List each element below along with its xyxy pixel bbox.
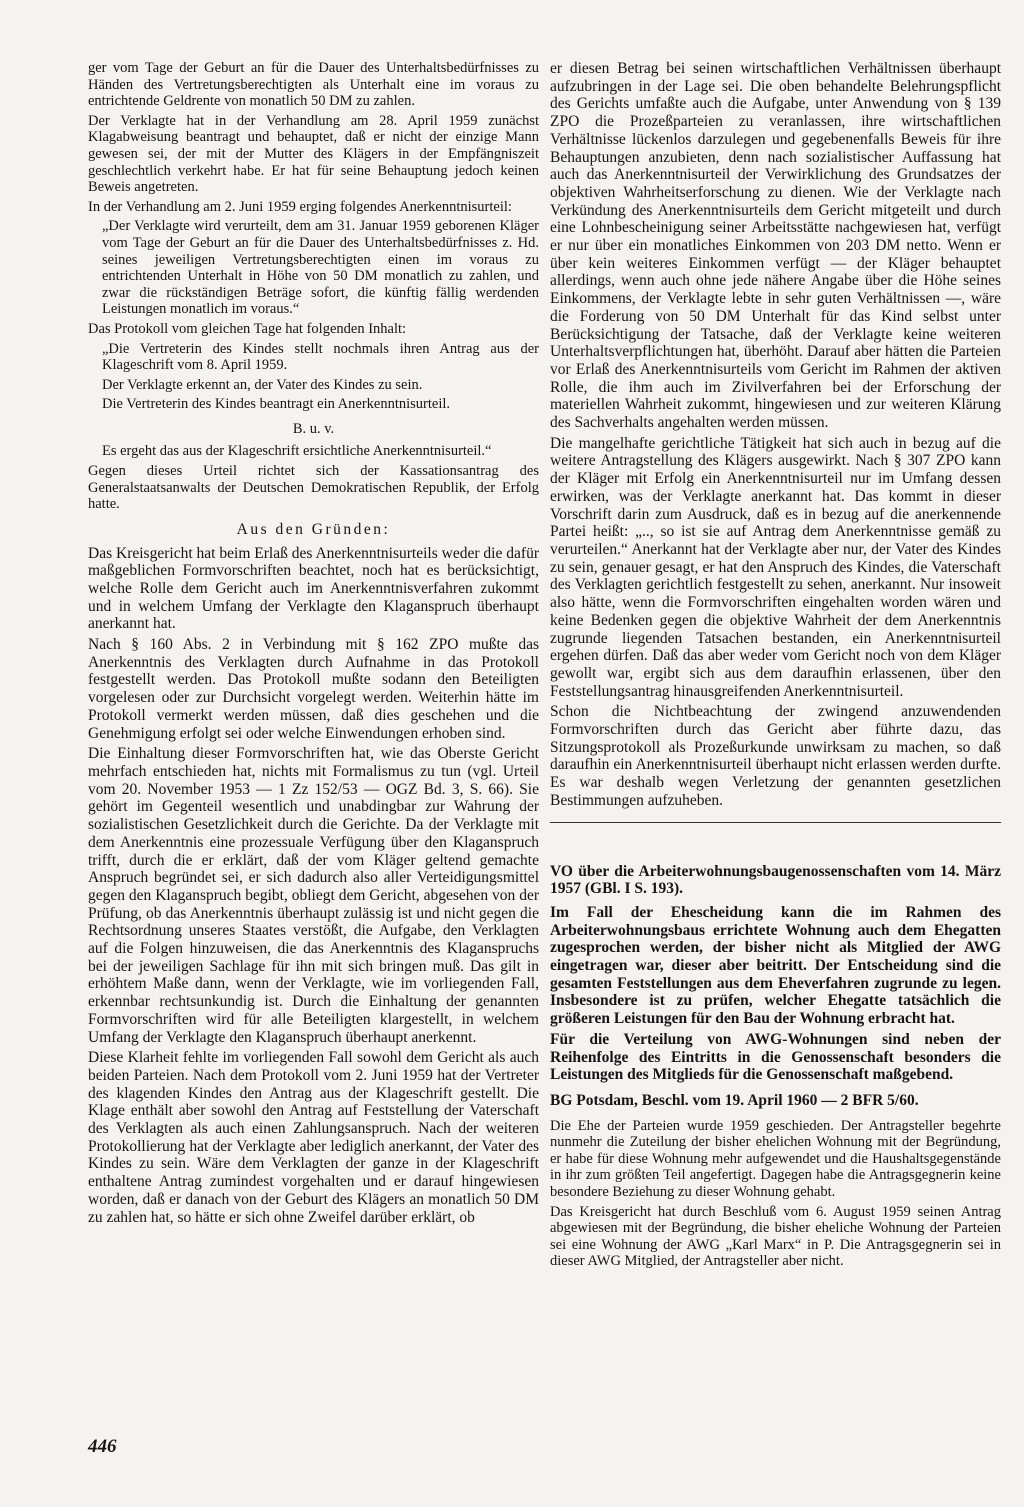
paragraph: er diesen Betrag bei seinen wirtschaftlichen Verhältnissen überhaupt aufzubringen in der Lage sei. Die oben behandelte Belehrungspflicht des Gerichts umfaßte auch die Aufgabe, unter Anwendung von § 139 ZPO die Prozeßparteien zu veranlassen, ihre wirtschaftlichen Verhältnisse lückenlos darzulegen und gegebenenfalls Beweis für ihre Behauptungen anzubieten, denn nach sozialistischer Auffassung hat auch das Anerkenntnisurteil der Verwirklichung des Grundsatzes der objektiven Wahrheitserforschung zu dienen. Wie der Verklagte nach Verkündung des Anerkenntnisurteils dem Gericht mitgeteilt und durch eine Lohnbescheinigung seiner Arbeitsstätte nachgewiesen hat, verfügt er nur über ein monatliches Einkommen von 203 DM netto. Wenn er über kein weiteres Einkommen verfügt — der Kläger behauptet allerdings, wenn auch ohne jede nähere Angabe über die Höhe seines Einkommens, der Verklagte lebte in sehr guten Verhältnissen —, wäre die Forderung von 50 DM Unterhalt für das Kind selbst unter Berücksichtigung der Tatsache, daß der Verklagte keine weiteren Unterhaltsverpflichtungen hat, überhöht. Darauf aber hätten die Parteien vor Erlaß des Anerkenntnisurteils vom Gericht im Rahmen der aktiven Rolle, die ihm auch im Zivilverfahren bei der Erforschung der materiellen Wahrheit zukommt, hingewiesen und zur weiteren Klärung des Sachverhalts angehalten werden müssen.	[550, 60, 1001, 432]
paragraph: In der Verhandlung am 2. Juni 1959 erging folgendes Anerkenntnisurteil:	[88, 198, 512, 215]
paragraph: Die Ehe der Parteien wurde 1959 geschieden. Der Antragsteller begehrte nunmehr die Zuteilung der bisher ehelichen Wohnung mit der Begründung, er habe für diese Wohnung mehr aufgewendet und die Haushaltsgegenstände in ihr zum größten Teil angefertigt. Dagegen habe die Antragsgegnerin keine besondere Beziehung zu dieser Wohnung gehabt.	[550, 1117, 1001, 1201]
case-reference: BG Potsdam, Beschl. vom 19. April 1960 — 2 BFR 5/60.	[550, 1091, 919, 1109]
quoted-judgment: „Der Verklagte wird verurteilt, dem am 31. Januar 1959 geborenen Kläger vom Tage der Geburt an für die Dauer des Unterhaltsbedürfnisses z. Hd. seines jeweiligen Vertretungsberechtigten einen im voraus zu entrichtenden Unterhalt in Höhe von 50 DM monatlich zu zahlen, und zwar die rückständigen Beträge sofort, die künftig fällig werdenden Leistungen monatlich im voraus.“	[102, 218, 539, 318]
quoted-protocol: Es ergeht das aus der Klageschrift ersichtliche Anerkenntnisurteil.“	[102, 443, 492, 460]
quoted-protocol: Die Vertreterin des Kindes beantragt ein Anerkenntnisurteil.	[102, 396, 451, 413]
protocol-mark: B. u. v.	[292, 420, 335, 437]
paragraph: Die Einhaltung dieser Formvorschriften hat, wie das Oberste Gericht mehrfach entschieden hat, nichts mit Formalismus zu tun (vgl. Urteil vom 20. November 1953 — 1 Zz 152/53 — OGZ Bd. 3, S. 66). Sie gehört im Gegenteil wesentlich und unabdingbar zur Wahrung der sozialistischen Gesetzlichkeit durch die Gerichte. Da der Verklagte mit dem Anerkenntnis eine prozessuale Verfügung über den Klaganspruch trifft, durch die er erklärt, daß der vom Kläger geltend gemachte Anspruch begründet sei, er sich dadurch also aller Verteidigungsmittel gegen den Klaganspruch begibt, obliegt dem Gericht, abgesehen von der Prüfung, ob das Anerkenntnis überhaupt zulässig ist und nicht gegen die Rechtsordnung unseres Staates verstößt, die Aufgabe, den Verklagten auf die Folgen hinzuweisen, die das Anerkenntnis des Klaganspruchs bei der jeweiligen Sachlage für ihn mit sich bringen muß. Das gilt in erhöhtem Maße dann, wenn der Verklagte, wie im vorliegenden Fall, erkennbar rechtsunkundig ist. Durch die Einhaltung der genannten Formvorschriften wird für alle Beteiligten klargestellt, in welchem Umfang der Verklagte den Klaganspruch überhaupt anerkennt.	[88, 745, 539, 1046]
paragraph: Das Protokoll vom gleichen Tage hat folgenden Inhalt:	[88, 320, 407, 337]
reasons-heading: Aus den Gründen:	[236, 520, 391, 538]
headnote: Im Fall der Ehescheidung kann die im Rahmen des Arbeiterwohnungsbaus errichtete Wohnung auch dem Ehegatten zugesprochen werden, der bisher nicht als Mitglied der AWG eingetragen war, dieser aber beitritt. Der Entscheidung sind die gesamten Feststellungen aus dem Eheverfahren zugrunde zu legen. Insbesondere ist zu prüfen, welcher Ehegatte tatsächlich die größeren Leistungen für den Bau der Wohnung erbracht hat.	[550, 903, 1001, 1028]
paragraph: Der Verklagte hat in der Verhandlung am 28. April 1959 zunächst Klagabweisung beantragt und behauptet, daß er nicht der einzige Mann gewesen sei, der mit der Mutter des Klägers in der Empfängniszeit geschlechtlich verkehrt habe. Er hat für seine Behauptung jedoch keinen Beweis angetreten.	[88, 112, 539, 196]
paragraph: ger vom Tage der Geburt an für die Dauer des Unterhaltsbedürfnisses zu Händen des Vertretungsberechtigten als Unterhalt eine im voraus zu entrichtende Geldrente von monatlich 50 DM zu zahlen.	[88, 60, 539, 110]
quoted-protocol: „Die Vertreterin des Kindes stellt nochmals ihren Antrag aus der Klageschrift vom 8. April 1959.	[102, 340, 539, 374]
quoted-protocol: Der Verklagte erkennt an, der Vater des Kindes zu sein.	[102, 376, 423, 393]
paragraph: Gegen dieses Urteil richtet sich der Kassationsantrag des Generalstaatsanwalts der Deutschen Demokratischen Republik, der Erfolg hatte.	[88, 463, 539, 513]
paragraph: Die mangelhafte gerichtliche Tätigkeit hat sich auch in bezug auf die weitere Antragstellung des Klägers ausgewirkt. Nach § 307 ZPO kann der Kläger mit Erfolg ein Anerkenntnisurteil nur im Umfang dessen erwirken, was der Verklagte anerkannt hat. Das kommt in dieser Vorschrift darin zum Ausdruck, daß es in bezug auf die anerkennende Partei heißt: „.., so ist sie auf Antrag dem Anerkenntnisse gemäß zu verurteilen.“ Anerkannt hat der Verklagte aber nur, der Vater des Kindes zu sein, genauer gesagt, er hat den Anspruch des Kindes, die Vaterschaft des Verklagten gerichtlich festgestellt zu sehen, anerkannt. Nur insoweit also hätte, wenn die Formvorschriften eingehalten worden wären und keine Bedenken gegen die objektive Wahrheit der dem Anerkenntnis zugrunde liegenden Tatsachen bestanden, ein Anerkenntnisurteil ergehen dürfen. Daß das aber weder vom Gericht noch von dem Kläger gewollt war, ergibt sich aus dem daraufhin erlassenen, über den Feststellungsantrag hinausgreifenden Anerkenntnisurteil.	[550, 434, 1001, 700]
decision-heading: VO über die Arbeiterwohnungsbaugenossenschaften vom 14. März 1957 (GBl. I S. 193).	[550, 862, 1001, 898]
paragraph: Nach § 160 Abs. 2 in Verbindung mit § 162 ZPO mußte das Anerkenntnis des Verklagten durch Aufnahme in das Protokoll festgestellt werden. Das Protokoll mußte sodann den Beteiligten vorgelesen oder zur Durchsicht vorgelegt werden. Weiterhin hätte im Protokoll vermerkt werden müssen, daß dies geschehen und die Genehmigung erfolgt sei oder welche Einwendungen erhoben sind.	[88, 636, 539, 742]
right-column	[550, 60, 1001, 1273]
section-divider	[550, 822, 1001, 823]
paragraph: Das Kreisgericht hat durch Beschluß vom 6. August 1959 seinen Antrag abgewiesen mit der Begründung, die bisher eheliche Wohnung der Parteien sei eine Wohnung der AWG „Karl Marx“ in P. Die Antragsgegnerin sei in dieser AWG Mitglied, der Antragsteller aber nicht.	[550, 1203, 1001, 1270]
paragraph: Schon die Nichtbeachtung der zwingend anzuwendenden Formvorschriften durch das Gericht aber führte dazu, das Sitzungsprotokoll als Prozeßurkunde unwirksam zu machen, so daß daraufhin ein Anerkenntnisurteil überhaupt nicht erlassen werden durfte. Es war deshalb wegen Verletzung der genannten gesetzlichen Bestimmungen aufzuheben.	[550, 703, 1001, 809]
left-column	[88, 60, 539, 1229]
paragraph: Das Kreisgericht hat beim Erlaß des Anerkenntnisurteils weder die dafür maßgeblichen Formvorschriften beachtet, noch hat es berücksichtigt, welche Rolle dem Gericht auch im Anerkenntnisverfahren zukommt und in welchem Umfang der Verklagte den Klaganspruch überhaupt anerkannt hat.	[88, 544, 539, 633]
headnote: Für die Verteilung von AWG-Wohnungen sind neben der Reihenfolge des Eintritts in die Genossenschaft besonders die Leistungen des Mitglieds für die Genossenschaft maßgebend.	[550, 1030, 1001, 1084]
page-number: 446	[88, 1436, 117, 1457]
paragraph: Diese Klarheit fehlte im vorliegenden Fall sowohl dem Gericht als auch beiden Parteien. Nach dem Protokoll vom 2. Juni 1959 hat der Vertreter des klagenden Kindes den Antrag aus der Klageschrift gestellt. Die Klage enthält aber sowohl den Antrag auf Feststellung der Vaterschaft des Verklagten als auch einen Zahlungsanspruch. Nach der weiteren Protokollierung hat der Verklagte aber lediglich anerkannt, der Vater des Kindes zu sein. Wäre dem Verklagten der ganze in der Klageschrift enthaltene Antrag zumindest vorgehalten und er darauf hingewiesen worden, daß er danach von der Geburt des Klägers an monatlich 50 DM zu zahlen hat, so hätte er sich ohne Zweifel darüber erklärt, ob	[88, 1049, 539, 1226]
